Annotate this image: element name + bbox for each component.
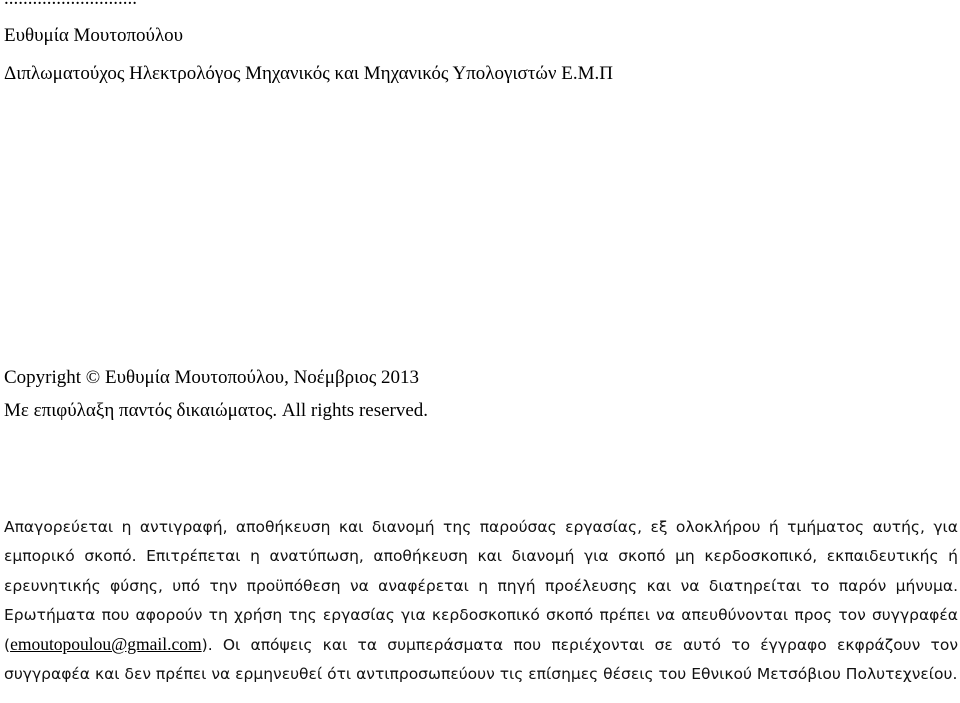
email-link[interactable]: emoutopoulou@gmail.com	[10, 634, 202, 655]
author-name: Ευθυμία Μουτοπούλου	[4, 25, 184, 46]
copyright-line: Copyright © Ευθυμία Μουτοπούλου, Νοέμβριος 2013	[4, 367, 419, 388]
rights-reserved-line: Με επιφύλαξη παντός δικαιώματος. All rights reserved.	[4, 400, 429, 421]
notice-text-start: Απαγορεύεται η αντιγραφή, αποθήκευση και διανομή της παρούσας εργασίας, εξ ολοκλήρου ή τμήματος αυτής, για εμπορικό σκοπό. Επιτρέπεται η ανατύπωση, αποθήκευση και διανομή για σκοπό μη κερδοσκοπικό, εκπαιδευτικής ή ερευνητικής φύσης, υπό την προϋπόθεση να αναφέρεται η πηγή προέλευσης και να διατηρείται το παρόν μήνυμα. Ερωτήματα που αφορούν τη χρήση της εργασίας για κερδοσκοπικό σκοπό πρέπει να απευθύνονται προς τον συγγραφέα (	[4, 518, 958, 655]
dotted-line	[4, 0, 137, 10]
notice-text-end: ). Οι απόψεις και τα συμπεράσματα που περιέχονται σε αυτό το έγγραφο εκφράζουν τον συγγραφέα και δεν πρέπει να ερμηνευθεί ότι αντιπροσωπεύουν τις επίσημες θέσεις του Εθνικού Μετσόβιου Πολυτεχνείου.	[4, 636, 958, 684]
author-title: Διπλωματούχος Ηλεκτρολόγος Μηχανικός και Μηχανικός Υπολογιστών Ε.Μ.Π	[4, 63, 613, 84]
copyright-notice-paragraph	[4, 513, 958, 690]
